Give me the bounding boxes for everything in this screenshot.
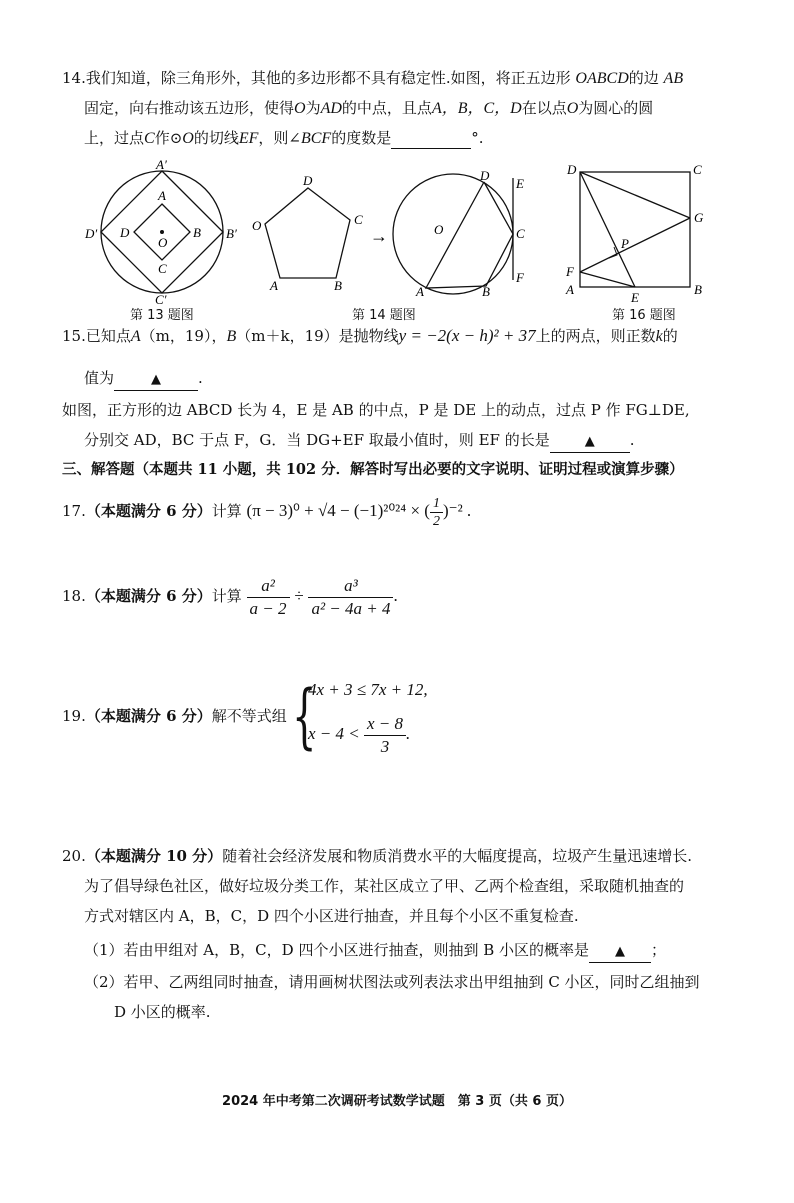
label-A-prime: A′ (156, 158, 167, 172)
q20-answer-blank[interactable]: ▲ (589, 940, 651, 963)
arrow-icon: → (370, 226, 388, 246)
label-C-prime: C′ (155, 292, 167, 306)
caption-16: 第 16 题图 (612, 308, 676, 323)
q16-line1: 如图，正方形的边 ABCD 长为 4，E 是 AB 的中点，P 是 DE 上的动点，过点 P 作 FG⊥DE, (62, 401, 690, 419)
label-C2: C (516, 226, 525, 241)
label-A: A (158, 188, 166, 203)
label-A: A (566, 282, 574, 297)
q15-line1: 15.已知点A（m，19），B（m＋k，19）是抛物线y = −2(x − h)² + 37上的两点，则正数k的 (62, 326, 678, 345)
label-A2: A (416, 284, 424, 299)
label-D: D (303, 173, 313, 188)
label-C: C (158, 261, 167, 276)
label-D: D (567, 162, 577, 177)
q14-answer-blank[interactable] (391, 128, 471, 149)
label-O2: O (434, 222, 444, 237)
page-footer: 2024 年中考第二次调研考试数学试题 第 3 页（共 6 页） (222, 1094, 572, 1109)
brace: { (292, 675, 317, 757)
label-G: G (694, 210, 704, 225)
caption-13: 第 13 题图 (130, 308, 194, 323)
q19-inequality-1: 4x + 3 ≤ 7x + 12, (308, 680, 428, 699)
caption-14: 第 14 题图 (352, 308, 416, 323)
q19-prompt: 19.（本题满分 6 分）解不等式组 (62, 707, 287, 725)
figure-13 (82, 158, 242, 306)
label-D: D (120, 225, 130, 240)
label-D2: D (480, 168, 490, 183)
label-B2: B (482, 284, 490, 299)
label-E: E (516, 176, 524, 191)
q20-part1: （1）若由甲组对 A，B，C，D 四个小区进行抽查，则抽到 B 小区的概率是 ▲ ； (84, 940, 666, 963)
label-O: O (158, 235, 168, 250)
q14-line3: 上，过点C作⊙O的切线EF，则∠BCF的度数是 °. (84, 129, 484, 147)
label-B: B (694, 282, 702, 297)
q19-inequality-2: x − 4 < $\frac{x - 8}{3}$ . (308, 713, 411, 756)
label-B: B (334, 278, 342, 293)
figure-16 (560, 160, 720, 306)
label-B: B (193, 225, 201, 240)
q20-line2: 为了倡导绿色社区，做好垃圾分类工作，某社区成立了甲、乙两个检查组，采取随机抽查的 (84, 877, 685, 895)
section-3-heading: 三、解答题（本题共 11 小题，共 102 分．解答时写出必要的文字说明、证明过程或演算步骤） (62, 461, 684, 478)
label-C: C (354, 212, 363, 227)
label-D-prime: D′ (85, 226, 98, 241)
q20-part2b: D 小区的概率. (114, 1003, 211, 1021)
label-A: A (270, 278, 278, 293)
q16-answer-blank[interactable]: ▲ (550, 430, 630, 453)
label-F: F (566, 264, 574, 279)
q17: 17.（本题满分 6 分）计算 (π − 3)⁰ + √4 − (−1)²⁰²⁴ × ( $\frac{1}{2}$ )⁻² . (62, 495, 472, 529)
label-B-prime: B′ (226, 226, 237, 241)
label-E: E (631, 290, 639, 305)
q14-line1: 14.我们知道，除三角形外，其他的多边形都不具有稳定性.如图，将正五边形 OABCD的边 AB (62, 69, 684, 87)
label-C: C (693, 162, 702, 177)
label-F: F (516, 270, 524, 285)
figure-14 (248, 160, 538, 306)
q20-line3: 方式对辖区内 A，B，C，D 四个小区进行抽查，并且每个小区不重复检查. (84, 907, 579, 925)
q20-part2: （2）若甲、乙两组同时抽查，请用画树状图法或列表法求出甲组抽到 C 小区，同时乙组抽到 (84, 973, 700, 991)
q18: 18.（本题满分 6 分）计算 $\frac{\text{a²}}{a - 2}$ ÷ $\frac{\text{a³}}{\text{a² − 4a + 4}}$ . (62, 575, 398, 618)
q16-line2: 分别交 AD，BC 于点 F，G．当 DG+EF 取最小值时，则 EF 的长是 ▲ . (84, 430, 634, 453)
q14-line2: 固定，向右推动该五边形，使得O为AD的中点，且点A，B，C，D在以点O为圆心的圆 (84, 99, 654, 117)
q15-line2: 值为 ▲ . (84, 368, 203, 391)
q15-answer-blank[interactable]: ▲ (114, 368, 198, 391)
label-P: P (621, 236, 629, 251)
label-O: O (252, 218, 262, 233)
q20-line1: 20.（本题满分 10 分）随着社会经济发展和物质消费水平的大幅度提高，垃圾产生量迅速增长. (62, 847, 692, 865)
